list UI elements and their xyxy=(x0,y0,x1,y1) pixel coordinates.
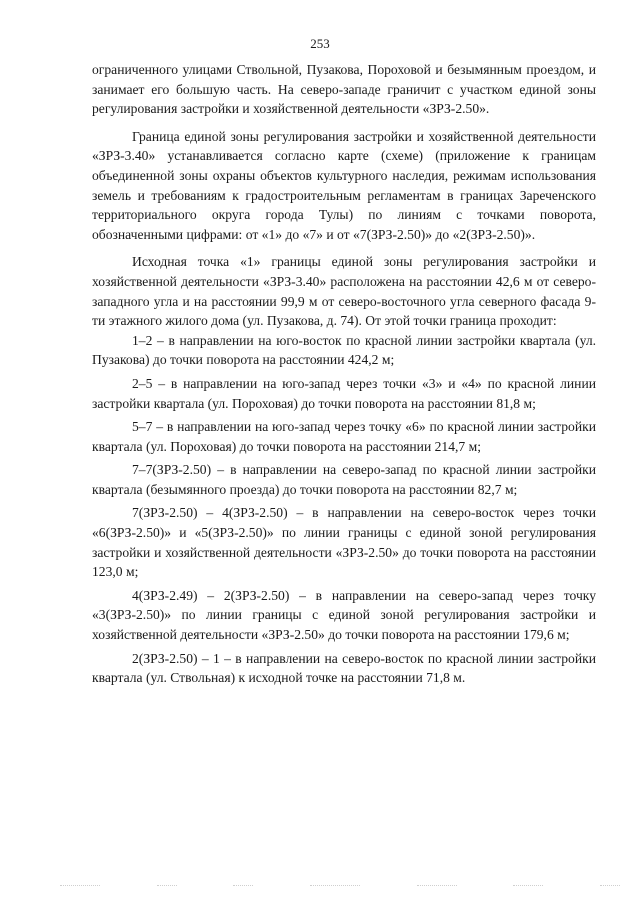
paragraph-segment-2zrz-1: 2(ЗРЗ-2.50) – 1 – в направлении на северо-восток по красной линии застройки квартала (ул. Ствольная) к исходной точке на расстоянии 71,8 м. xyxy=(92,650,596,686)
paragraph-segment-2-5: 2–5 – в направлении на юго-запад через точки «3» и «4» по красной линии застройки квартала (ул. Пороховая) до точки поворота на расстоянии 81,8 м; xyxy=(92,375,596,411)
paragraph-start-point: Исходная точка «1» границы единой зоны регулирования застройки и хозяйственной деятельности «ЗРЗ-3.40» расположена на расстоянии 42,6 м от северо-западного угла и на расстоянии 99,9 м от северо-восточного угла северного фасада 9-ти этажного жилого дома (ул. Пузакова, д. 74). От этой точки граница проходит: xyxy=(92,254,596,329)
paragraph-segment-5-7: 5–7 – в направлении на юго-запад через точку «6» по красной линии застройки квартала (ул. Пороховая) до точки поворота на расстоянии 214,7 м; xyxy=(92,419,596,454)
document-body xyxy=(92,60,596,688)
paragraph-segment-4zrz-2zrz: 4(ЗРЗ-2.49) – 2(ЗРЗ-2.50) – в направлении на северо-запад через точку «3(ЗРЗ-2.50)» по линии границы с единой зоной регулирования застройки и хозяйственной деятельности «ЗРЗ-2.50» до точки поворота на расстоянии 179,6 м; xyxy=(92,587,596,643)
paragraph-segment-7-7zrz: 7–7(ЗРЗ-2.50) – в направлении на северо-запад по красной линии застройки квартала (безымянного проезда) до точки поворота на расстоянии 82,7 м; xyxy=(92,462,596,497)
paragraph-segment-1-2: 1–2 – в направлении на юго-восток по красной линии застройки квартала (ул. Пузакова) до точки поворота на расстоянии 424,2 м; xyxy=(92,332,596,368)
paragraph-segment-7zrz-4zrz: 7(ЗРЗ-2.50) – 4(ЗРЗ-2.50) – в направлении на северо-восток через точки «6(ЗРЗ-2.50)» и «5(ЗРЗ-2.50)» по линии границы с единой зоной регулирования застройки и хозяйственной деятельности «ЗРЗ-2.50» до точки поворота на расстоянии 123,0 м; xyxy=(92,505,596,580)
paragraph-boundary-description: Граница единой зоны регулирования застройки и хозяйственной деятельности «ЗРЗ-3.40» устанавливается согласно карте (схеме) (приложение к границам объединенной зоны охраны объектов культурного наследия, режимам использования земель и требованиям к градостроительным регламентам в границах Зареченского территориального округа города Тулы) по линиям с точками поворота, обозначенными цифрами: от «1» до «7» и от «7(ЗРЗ-2.50)» до «2(ЗРЗ-2.50)». xyxy=(92,128,596,242)
page-number: 253 xyxy=(310,36,330,51)
paragraph-continuation: ограниченного улицами Ствольной, Пузакова, Пороховой и безымянным проездом, и занимает его большую часть. На северо-западе граничит с участком единой зоны регулирования застройки и хозяйственной деятельности «ЗРЗ-2.50». xyxy=(92,62,596,117)
scan-edge-artifacts xyxy=(60,885,620,889)
